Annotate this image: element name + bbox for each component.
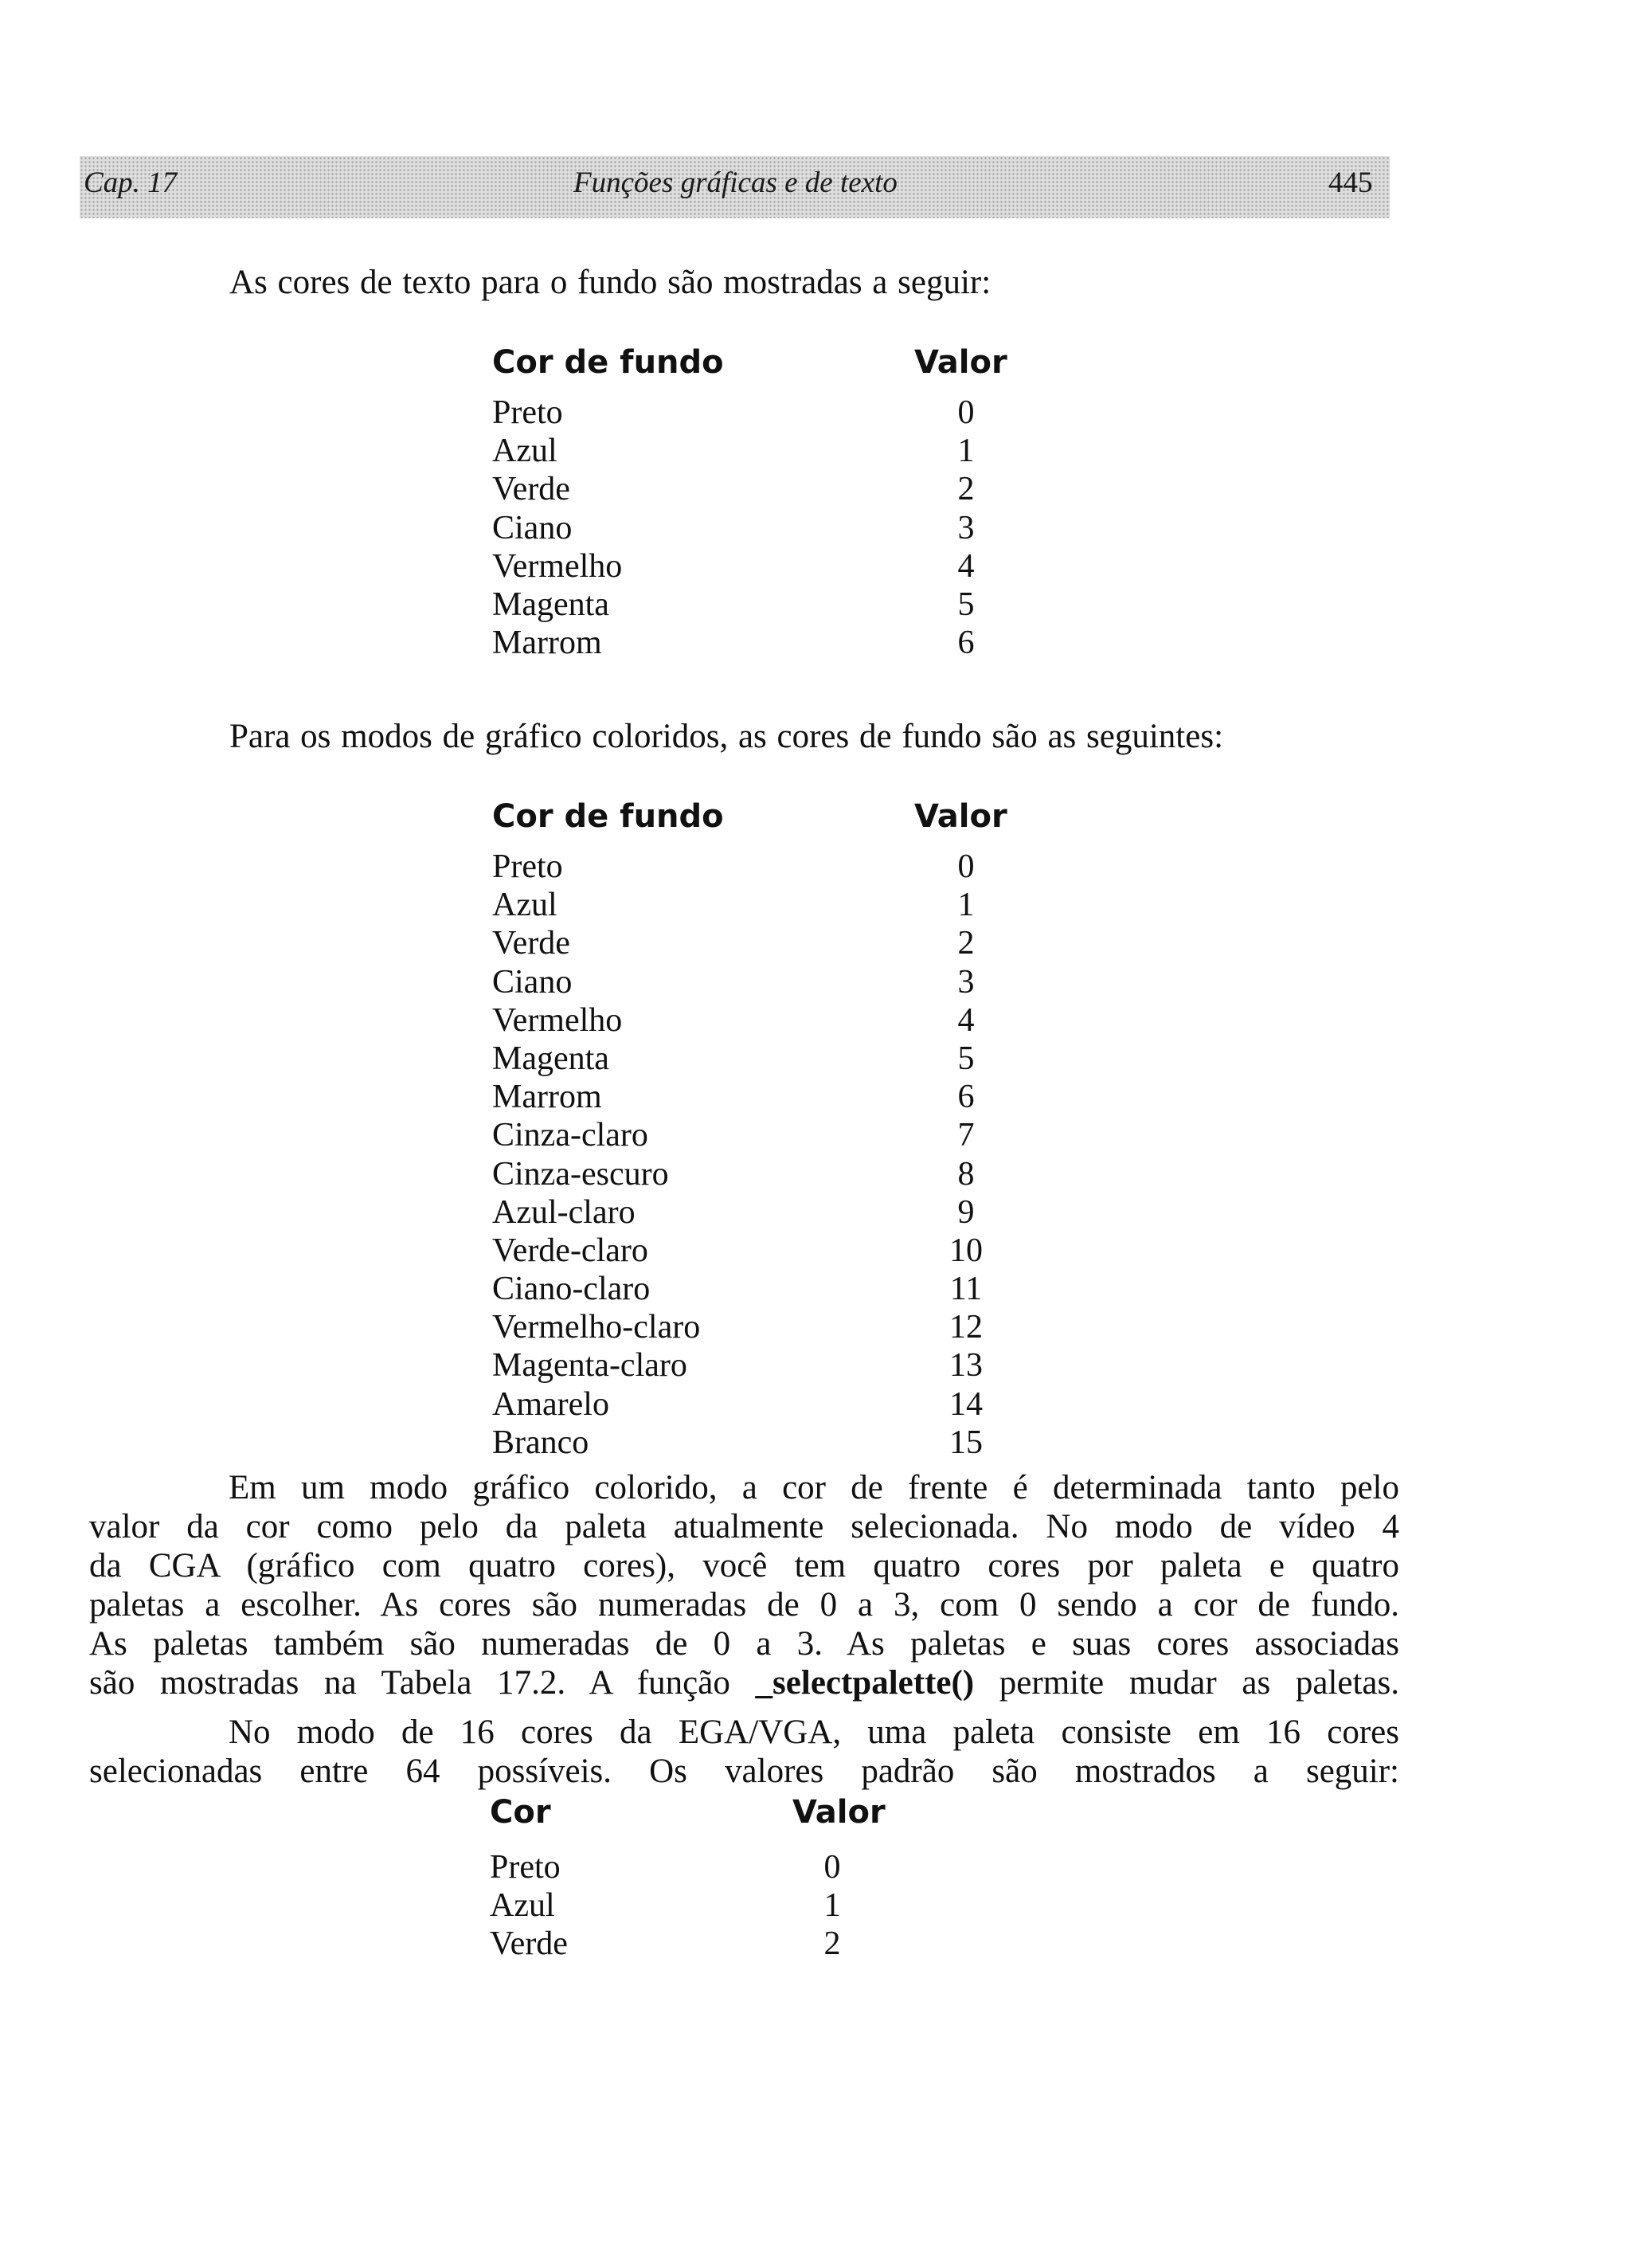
color-value-cell: 1	[957, 433, 975, 470]
intro-text: As cores de texto para o fundo são mostradas a seguir:	[229, 264, 992, 301]
ega-vga-paragraph-line: No modo de 16 cores da EGA/VGA, uma paleta consiste em 16 cores	[229, 1714, 1399, 1751]
color-value-cell: 7	[957, 1117, 975, 1154]
color-name-cell: Preto	[492, 848, 563, 885]
table-row	[492, 1078, 1050, 1116]
color-value-cell: 12	[949, 1309, 983, 1346]
palette-paragraph-line: As paletas também são numeradas de 0 a 3. As paletas e suas cores associadas	[89, 1625, 1399, 1663]
color-name-cell: Preto	[490, 1849, 561, 1886]
color-name-cell: Verde	[492, 925, 570, 962]
color-value-cell: 9	[957, 1193, 975, 1231]
color-value-cell: 3	[957, 509, 975, 546]
graphics-background-color-table	[492, 798, 1050, 1459]
color-value-cell: 4	[957, 1001, 975, 1039]
text-background-color-table	[492, 344, 1050, 671]
table-row	[492, 1116, 1050, 1154]
color-value-cell: 15	[949, 1424, 983, 1461]
last-line-start: são mostradas na Tabela 17.2. A função	[89, 1664, 756, 1702]
table-row	[490, 1848, 968, 1886]
palette-paragraph-last-line	[89, 1663, 1399, 1702]
palette-paragraph-line: Em um modo gráfico colorido, a cor de frente é determinada tanto pelo	[229, 1469, 1399, 1506]
color-value-cell: 0	[823, 1849, 841, 1886]
color-name-cell: Ciano	[492, 963, 573, 1001]
table1-header-color: Cor de fundo	[492, 344, 724, 381]
table-row	[492, 924, 1050, 962]
palette-paragraph-line: valor da cor como pelo da paleta atualmente selecionada. No modo de vídeo 4	[89, 1508, 1399, 1545]
chapter-label: Cap. 17	[84, 166, 178, 199]
color-value-cell: 5	[957, 586, 975, 623]
page-number: 445	[1328, 166, 1373, 199]
color-value-cell: 13	[949, 1347, 983, 1385]
table-row	[492, 1308, 1050, 1346]
table-row	[492, 586, 1050, 624]
table-row	[492, 963, 1050, 1001]
color-name-cell: Vermelho-claro	[492, 1309, 701, 1346]
color-name-cell: Verde-claro	[492, 1232, 648, 1269]
color-value-cell: 5	[957, 1040, 975, 1077]
color-name-cell: Amarelo	[492, 1385, 609, 1423]
color-name-cell: Cinza-claro	[492, 1117, 648, 1154]
selectpalette-function-name: _selectpalette()	[755, 1664, 975, 1702]
color-name-cell: Ciano	[492, 509, 573, 546]
table-row	[492, 547, 1050, 586]
color-name-cell: Azul	[492, 433, 557, 470]
color-name-cell: Verde	[492, 471, 570, 508]
color-value-cell: 3	[957, 963, 975, 1001]
table-row	[492, 1385, 1050, 1424]
palette-paragraph	[89, 1468, 1399, 1702]
table-row	[492, 1155, 1050, 1193]
color-name-cell: Cinza-escuro	[492, 1155, 669, 1193]
color-value-cell: 11	[949, 1271, 983, 1308]
table1-rows	[492, 394, 1050, 662]
palette-paragraph-line: paletas a escolher. As cores são numeradas de 0 a 3, com 0 sendo a cor de fundo.	[89, 1586, 1399, 1624]
chapter-title: Funções gráficas e de texto	[573, 166, 898, 199]
color-name-cell: Marrom	[492, 625, 602, 662]
table-row	[492, 1270, 1050, 1308]
color-name-cell: Magenta	[492, 1040, 609, 1077]
table-row	[492, 509, 1050, 547]
color-value-cell: 4	[957, 547, 975, 585]
graphics-intro-text: Para os modos de gráfico coloridos, as cores de fundo são as seguintes:	[229, 718, 1224, 755]
table-row	[492, 624, 1050, 662]
color-value-cell: 2	[957, 925, 975, 962]
table-row	[492, 1001, 1050, 1040]
table-row	[492, 1424, 1050, 1462]
color-value-cell: 6	[957, 1079, 975, 1116]
color-name-cell: Vermelho	[492, 1001, 623, 1039]
color-value-cell: 1	[823, 1887, 841, 1925]
color-name-cell: Azul-claro	[492, 1193, 636, 1231]
table-row	[492, 394, 1050, 432]
color-name-cell: Azul	[490, 1887, 555, 1925]
color-value-cell: 1	[957, 887, 975, 924]
color-value-cell: 2	[957, 471, 975, 508]
color-name-cell: Preto	[492, 394, 563, 431]
table2-header-value: Valor	[914, 798, 1007, 835]
ega-vga-paragraph	[89, 1713, 1399, 1791]
color-name-cell: Magenta-claro	[492, 1347, 687, 1385]
color-name-cell: Ciano-claro	[492, 1271, 651, 1308]
table3-rows	[490, 1848, 968, 1964]
table-row	[492, 1040, 1050, 1078]
table2-header-color: Cor de fundo	[492, 798, 724, 835]
color-value-cell: 10	[949, 1232, 983, 1269]
table-row	[492, 1346, 1050, 1385]
color-value-cell: 6	[957, 625, 975, 662]
ega-vga-paragraph-line: selecionadas entre 64 possíveis. Os valores padrão são mostrados a seguir:	[89, 1753, 1399, 1790]
table-row	[492, 432, 1050, 470]
table1-header-value: Valor	[914, 344, 1007, 381]
table-row	[492, 1232, 1050, 1270]
table-row	[492, 886, 1050, 924]
table-row	[490, 1886, 968, 1925]
color-value-cell: 0	[957, 848, 975, 885]
default-palette-table	[490, 1794, 968, 2001]
last-line-end: permite mudar as paletas.	[974, 1664, 1399, 1702]
color-name-cell: Azul	[492, 887, 557, 924]
table-row	[490, 1925, 968, 1963]
table-row	[492, 1193, 1050, 1232]
color-value-cell: 8	[957, 1155, 975, 1193]
color-value-cell: 2	[823, 1925, 841, 1963]
table2-rows	[492, 848, 1050, 1462]
color-name-cell: Magenta	[492, 586, 609, 623]
color-value-cell: 14	[949, 1385, 983, 1423]
color-name-cell: Branco	[492, 1424, 589, 1461]
table3-header-value: Valor	[792, 1794, 886, 1831]
table-row	[492, 848, 1050, 886]
color-value-cell: 0	[957, 394, 975, 431]
table-row	[492, 470, 1050, 508]
color-name-cell: Vermelho	[492, 547, 623, 585]
table3-header-color: Cor	[490, 1794, 551, 1831]
color-name-cell: Verde	[490, 1925, 568, 1963]
palette-paragraph-line: da CGA (gráfico com quatro cores), você tem quatro cores por paleta e quatro	[89, 1547, 1399, 1584]
color-name-cell: Marrom	[492, 1079, 602, 1116]
